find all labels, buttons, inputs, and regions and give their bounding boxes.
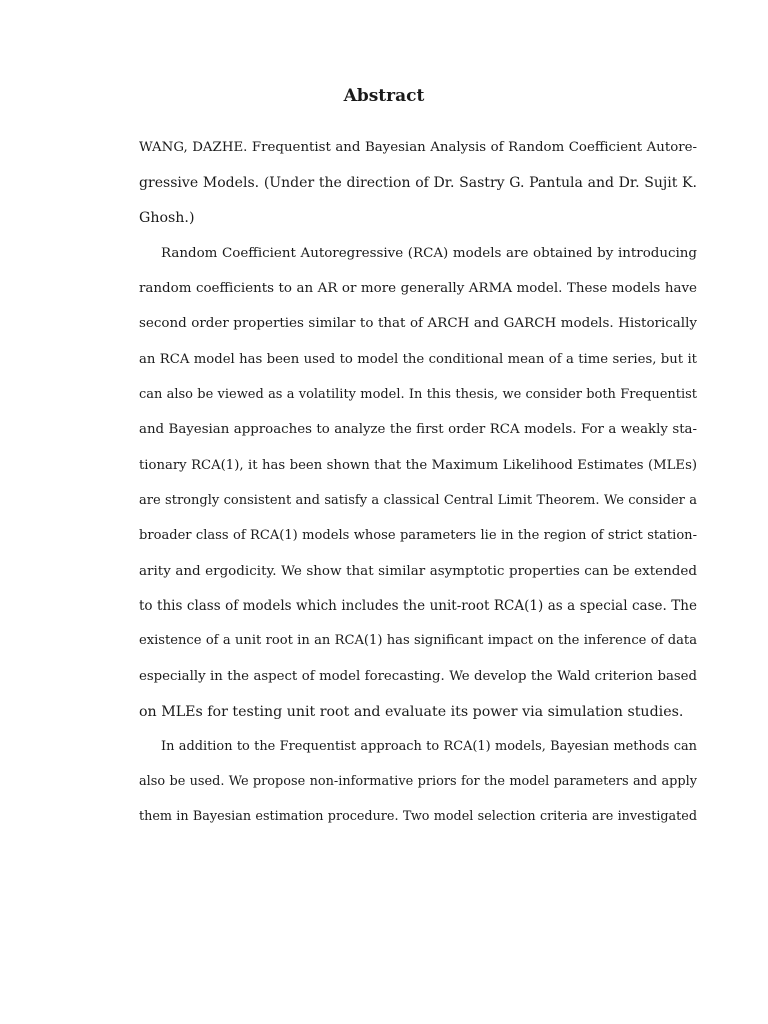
paragraph-1-line-14: on MLEs for testing unit root and evaluate its power via simulation studies. (139, 704, 684, 720)
paragraph-1-line-8: are strongly consistent and satisfy a classical Central Limit Theorem. We consider a (139, 493, 697, 508)
paragraph-1-line-10: arity and ergodicity. We show that similar asymptotic properties can be extended (139, 563, 697, 579)
paragraph-1-line-7: tionary RCA(1), it has been shown that the Maximum Likelihood Estimates (MLEs) (139, 458, 697, 473)
author-line-3: Ghosh.) (139, 210, 195, 226)
author-line-2: gressive Models. (Under the direction of Dr. Sastry G. Pantula and Dr. Sujit K. (139, 175, 697, 191)
paragraph-1-line-5: can also be viewed as a volatility model. In this thesis, we consider both Frequentist (139, 387, 697, 402)
paragraph-1-line-12: existence of a unit root in an RCA(1) has significant impact on the inference of data (139, 633, 697, 648)
paragraph-1-line-11: to this class of models which includes the unit-root RCA(1) as a special case. The (139, 598, 697, 614)
paragraph-1-line-4: an RCA model has been used to model the conditional mean of a time series, but it (139, 352, 697, 367)
abstract-heading: Abstract (343, 86, 425, 106)
paragraph-1-line-3: second order properties similar to that of ARCH and GARCH models. Historically (139, 316, 697, 331)
paragraph-2-line-1: In addition to the Frequentist approach to RCA(1) models, Bayesian methods can (161, 739, 697, 754)
paragraph-2-line-2: also be used. We propose non-informative priors for the model parameters and apply (139, 774, 697, 789)
author-line-1: WANG, DAZHE. Frequentist and Bayesian Analysis of Random Coefficient Autore- (139, 140, 697, 155)
paragraph-1-line-2: random coefficients to an AR or more generally ARMA model. These models have (139, 281, 697, 296)
paragraph-1-line-9: broader class of RCA(1) models whose parameters lie in the region of strict station- (139, 528, 697, 543)
paragraph-1-line-1: Random Coefficient Autoregressive (RCA) models are obtained by introducing (161, 246, 697, 261)
paragraph-1-line-6: and Bayesian approaches to analyze the first order RCA models. For a weakly sta- (139, 422, 697, 437)
paragraph-2-line-3: them in Bayesian estimation procedure. Two model selection criteria are investigated (139, 809, 697, 824)
paragraph-1-line-13: especially in the aspect of model forecasting. We develop the Wald criterion based (139, 669, 697, 684)
